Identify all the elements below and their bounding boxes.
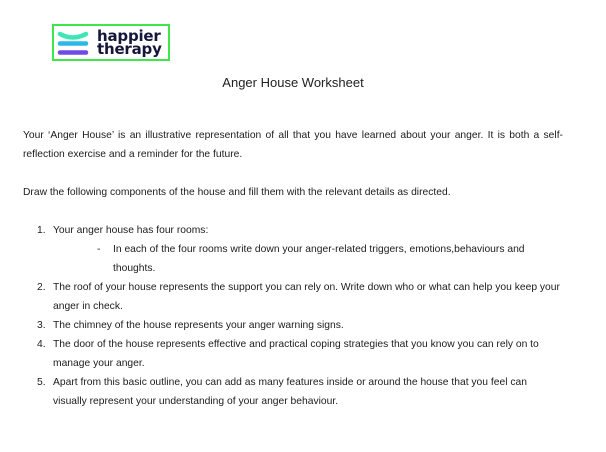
list-item-text: The door of the house represents effective and practical coping strategies that you know you can rely on to manage your anger.	[53, 339, 539, 369]
list-item	[23, 316, 563, 335]
instruction-paragraph: Draw the following components of the house and fill them with the relevant details as directed.	[23, 187, 451, 198]
logo-line-2: therapy	[97, 39, 162, 58]
intro-paragraph: Your ‘Anger House’ is an illustrative representation of all that you have learned about your anger. It is both a self-reflection exercise and a reminder for the future.	[23, 130, 563, 160]
sub-list-item-text: In each of the four rooms write down your anger-related triggers, emotions,behaviours and thoughts.	[113, 244, 525, 274]
list-item	[23, 278, 563, 316]
logo-mark-icon	[57, 28, 89, 58]
logo	[52, 24, 170, 61]
list-item-text: The roof of your house represents the support you can rely on. Write down who or what can help you keep your anger in check.	[53, 282, 560, 312]
list-number: 2.	[37, 282, 46, 293]
logo-wordmark	[97, 26, 162, 58]
sub-list-dash: -	[97, 244, 101, 255]
list-number: 5.	[37, 377, 46, 388]
list-item-text: Apart from this basic outline, you can add as many features inside or around the house that you feel can visually represent your understanding of your anger behaviour.	[53, 377, 527, 407]
list-number: 3.	[37, 320, 46, 331]
list-item-text: The chimney of the house represents your anger warning signs.	[53, 320, 344, 331]
list-number: 1.	[37, 225, 46, 236]
document-body	[23, 126, 563, 411]
list-item	[23, 221, 563, 278]
list-item	[23, 335, 563, 373]
logo-line-1: happier	[97, 26, 161, 45]
numbered-list	[23, 221, 563, 411]
list-item	[23, 373, 563, 411]
list-number: 4.	[37, 339, 46, 350]
list-item-text: Your anger house has four rooms:	[53, 225, 209, 236]
sub-list-item	[53, 240, 563, 278]
page-title: Anger House Worksheet	[222, 75, 364, 90]
